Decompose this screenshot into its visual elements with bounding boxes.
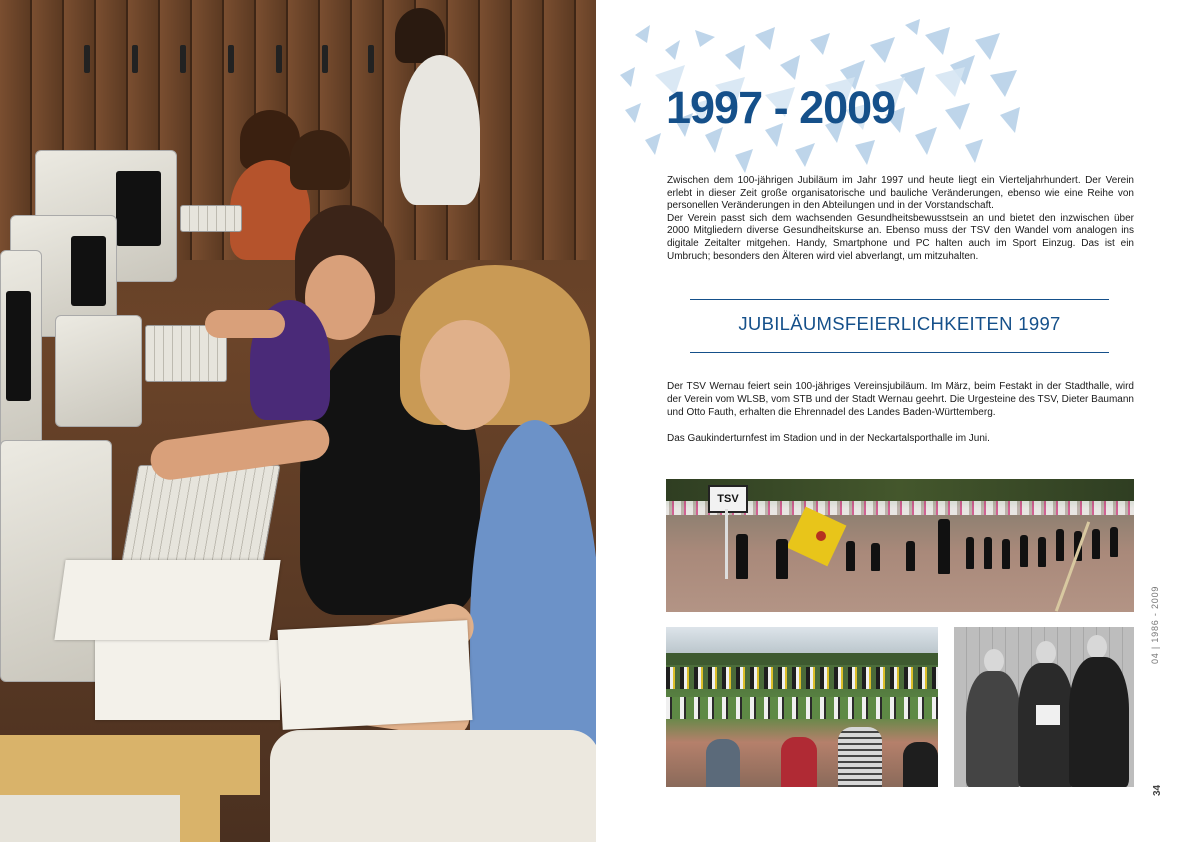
intro-text-block [667,175,1134,263]
section-text-block [667,380,1134,458]
page-title: 1997 - 2009 [666,82,896,133]
stadium-photo [666,627,938,787]
intro-paragraph: Zwischen dem 100-jährigen Jubiläum im Jahr 1997 und heute liegt ein Vierteljahrhundert. Der Verein erlebt in dieser Zeit große organisatorische und bauliche Veränderungen, ebenso wie eine Reihe von personellen Veränderungen in den Abteilungen und in der Vorstandschaft. [667,175,1134,212]
parade-photo [666,479,1134,612]
section-top-divider [690,299,1109,300]
intro-paragraph: Der Verein passt sich dem wachsenden Gesundheitsbewusstsein an und bietet den inzwischen über 2000 Mitgliedern diverse Gesundheitskurse an. Ebenso muss der TSV den Wandel vom analogen ins digitale Zeitalter mitgehen. Handy, Smartphone und PC halten auch im Sport Einzug. Das ist ein Umbruch; besonders den Älteren wird viel abverlangt, um mitzuhalten. [667,212,1134,262]
section-paragraph: Das Gaukinderturnfest im Stadion und in der Neckartalsporthalle im Juni. [667,433,990,444]
section-heading: JUBILÄUMSFEIERLICHKEITEN 1997 [738,313,1061,334]
section-paragraph: Der TSV Wernau feiert sein 100-jähriges Vereinsjubiläum. Im März, beim Festakt in der Stadthalle, wird der Verein vom WLSB, vom STB und der Stadt Wernau geehrt. Die Urgesteine des TSV, Dieter Baumann und Otto Fauth, erhalten die Ehrennadel des Landes Baden-Württemberg. [667,381,1134,418]
page-number: 34 [1152,784,1163,796]
chapter-side-label: 04 | 1986 - 2009 [1150,585,1160,664]
tsv-sign: TSV [708,485,748,513]
award-ceremony-photo [954,627,1134,787]
section-bottom-divider [690,352,1109,353]
